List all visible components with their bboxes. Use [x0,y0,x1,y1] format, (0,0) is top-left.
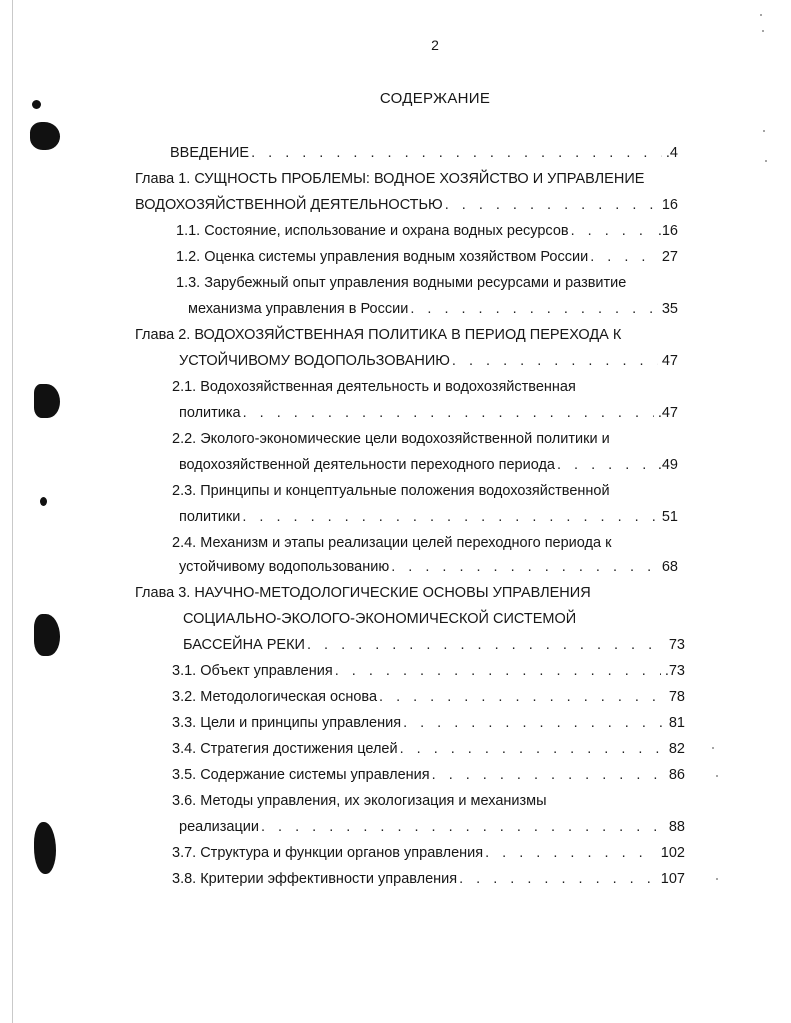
scan-speck [716,878,718,880]
toc-chapter-1-line-2: ВОДОХОЗЯЙСТВЕННОЙ ДЕЯТЕЛЬНОСТЬЮ . . . 16 [135,194,678,216]
page-number: 2 [431,37,439,53]
toc-section-1-1: 1.1. Состояние, использование и охрана водных ресурсов . . . .16 [176,220,678,242]
toc-chapter-2-line-1: Глава 2. ВОДОХОЗЯЙСТВЕННАЯ ПОЛИТИКА В ПЕРИОД ПЕРЕХОДА К [135,327,622,343]
toc-section-2-2-line-1: 2.2. Эколого-экономические цели водохозяйственной политики и [172,431,610,447]
punch-hole-mark [34,384,60,418]
toc-chapter-1-line-1: Глава 1. СУЩНОСТЬ ПРОБЛЕМЫ: ВОДНОЕ ХОЗЯЙСТВО И УПРАВЛЕНИЕ [135,171,645,187]
punch-hole-mark [30,122,60,150]
toc-section-2-4-line-1: 2.4. Механизм и этапы реализации целей переходного периода к [172,535,612,551]
toc-section-3-6-line-2: реализации . . . 88 [179,816,685,838]
toc-section-3-4: 3.4. Стратегия достижения целей . . . 82 [172,738,685,760]
scan-speck [712,747,714,749]
toc-section-3-6-line-1: 3.6. Методы управления, их экологизация и механизмы [172,793,547,809]
scan-speck [765,160,767,162]
scan-speck [762,30,764,32]
toc-chapter-2-line-2: УСТОЙЧИВОМУ ВОДОПОЛЬЗОВАНИЮ . . . 47 [179,350,678,372]
toc-chapter-3-line-1: Глава 3. НАУЧНО-МЕТОДОЛОГИЧЕСКИЕ ОСНОВЫ УПРАВЛЕНИЯ [135,585,591,601]
toc-section-2-1-line-2: политика . . . .47 [179,402,678,424]
toc-section-1-2: 1.2. Оценка системы управления водным хозяйством России . . . 27 [176,246,678,268]
punch-hole-mark [34,614,60,656]
toc-section-1-3-line-2: механизма управления в России . . . 35 [188,298,678,320]
scan-speck [760,14,762,16]
punch-hole-mark [34,822,56,874]
toc-section-2-3-line-2: политики . . . 51 [179,506,678,528]
toc-entry-introduction: ВВЕДЕНИЕ . . . .4 [170,142,678,164]
toc-section-3-7: 3.7. Структура и функции органов управления . . . 102 [172,842,685,864]
toc-chapter-3-line-2: СОЦИАЛЬНО-ЭКОЛОГО-ЭКОНОМИЧЕСКОЙ СИСТЕМОЙ [183,611,577,627]
toc-section-2-1-line-1: 2.1. Водохозяйственная деятельность и водохозяйственная [172,379,576,395]
toc-chapter-3-line-3: БАССЕЙНА РЕКИ . . . 73 [183,634,685,656]
toc-title: СОДЕРЖАНИЕ [379,90,491,107]
toc-section-1-3-line-1: 1.3. Зарубежный опыт управления водными ресурсами и развитие [176,275,627,291]
scan-margin-line [12,0,13,1023]
punch-hole-mark [40,497,47,506]
toc-section-2-3-line-1: 2.3. Принципы и концептуальные положения водохозяйственной [172,483,610,499]
scan-speck [716,775,718,777]
toc-section-3-8: 3.8. Критерии эффективности управления . . . 107 [172,868,685,890]
toc-section-3-5: 3.5. Содержание системы управления . . . 86 [172,764,685,786]
toc-section-3-3: 3.3. Цели и принципы управления . . . 81 [172,712,685,734]
scan-speck [763,130,765,132]
toc-section-2-2-line-2: водохозяйственной деятельности переходного периода . . . .49 [179,454,678,476]
toc-section-3-2: 3.2. Методологическая основа . . . 78 [172,686,685,708]
toc-section-2-4-line-2: устойчивому водопользованию . . . 68 [179,556,678,578]
toc-section-3-1: 3.1. Объект управления . . . .73 [172,660,685,682]
